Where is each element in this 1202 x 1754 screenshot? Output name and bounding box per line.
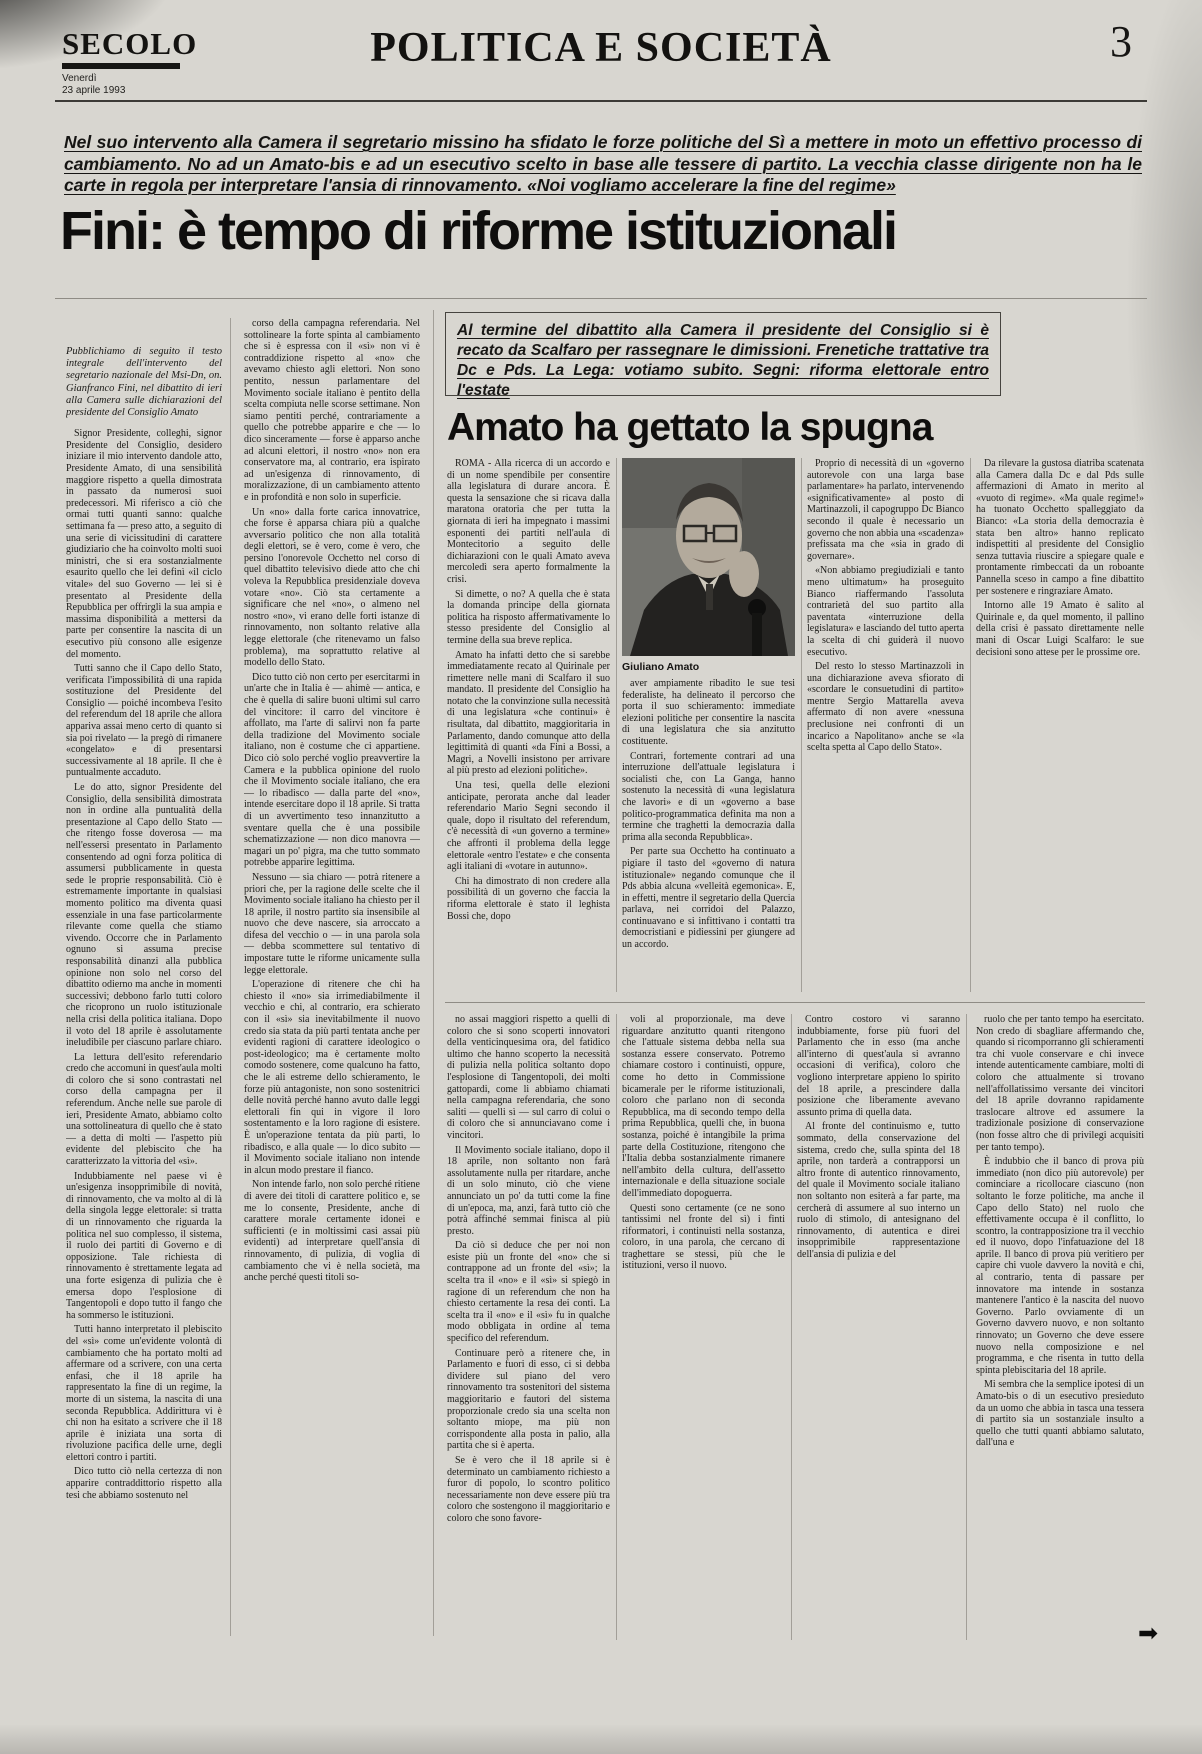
body-paragraph: Amato ha infatti detto che si sarebbe immediatamente recato al Quirinale per rimettere nelle mani di Scalfaro il suo mandato. Il presidente del Consiglio ha notato che la convinzione sulla necessità di una legislatura «che continui» è risultata, dal dibattito, maggioritaria in Parlamento, dando comunque atto della legittimità di quanti «da Fini a Bossi, a Magri, a Novelli insistono per arrivare al più presto ad elezioni politiche». — [447, 649, 610, 777]
headline-divider-rule — [55, 298, 1147, 299]
column-rule — [791, 1014, 792, 1640]
body-paragraph: Contro costoro vi saranno indubbiamente, forse più fuori del Parlamento che in esso (ma anche all'interno di quest'aula si avranno occasioni di verifica), coloro che vogliono interpretare appieno lo spirito del 18 aprile, a prescindere dalla posizione che liberamente avevano assunto prima di quella data. — [797, 1014, 960, 1118]
fini-article-column-1-text — [66, 428, 222, 1501]
body-paragraph: Tutti sanno che il Capo dello Stato, verificata l'impossibilità di una rapida sostituzione del Presidente del Consiglio — poiché incombeva l'esito del referendum del 18 aprile che allora appariva assai meno certo di quanto si sia poi rivelato — la pregò di rimanere «congelato» e di presentarsi successivamente al 18 aprile. Il che è puntualmente accaduto. — [66, 663, 222, 779]
body-paragraph: Chi ha dimostrato di non credere alla possibilità di un governo che faccia la riforma elettorale è stato il leghista Bossi che, dopo — [447, 875, 610, 922]
body-paragraph: Non intende farlo, non solo perché ritiene di avere dei titoli di carattere politico e, se me lo consente, Presidente, anche di carattere morale certamente idonei e sufficienti (e in moltissimi casi assai più evidenti) ad interpretare quell'ansia di rinnovamento, di pulizia, di voglia di cambiamento che vi è nella società, ma anche perché questi titoli so- — [244, 1179, 420, 1284]
amato-article-column-4 — [976, 458, 1144, 992]
amato-article-column-3 — [807, 458, 964, 992]
section-divider-rule — [433, 310, 434, 1636]
issue-date-full: 23 aprile 1993 — [62, 85, 126, 96]
body-paragraph: Se è vero che il 18 aprile si è determinato un cambiamento richiesto a furor di popolo, lo scontro politico necessariamente non deve essere più tra coloro che sostengono il maggioritario e coloro che sono favore- — [447, 1454, 610, 1524]
body-paragraph: Le do atto, signor Presidente del Consiglio, della sensibilità dimostrata non in ordine alla puntualità della presentazione al Capo dello Stato — che ritengo fosse doverosa — ma nell'essersi presentato in Parlamento consentendo ad ogni forza politica di assumersi pubblicamente in questa sede le proprie responsabilità. Ciò è estremamente importante in qualsiasi momento politico ma diventa quasi essenziale in una fase particolarmente rilevante come quella che stiamo vivendo. Occorre che in Parlamento ognuno si assuma precise responsabilità dinanzi alla pubblica opinione non solo nel corso del dibattito odierno ma anche in momenti successivi; debbono farlo tutti coloro che ricoprono un ruolo istituzionale nella crisi della politica italiana. Dopo il voto del 18 aprile è assolutamente ineludibile per ciascuno parlare chiaro. — [66, 782, 222, 1049]
amato-article-column-3-text — [807, 458, 964, 754]
fini-article-column-2 — [244, 318, 420, 1636]
body-paragraph: Dico tutto ciò nella certezza di non apparire contraddittorio rispetto alla tesi che abbiamo sostenuto nel — [66, 1466, 222, 1501]
body-paragraph: aver ampiamente ribadito le sue tesi federaliste, ha delineato il percorso che porta il suo schieramento: immediate elezioni politiche per consentire la nascita di una legislatura che sia anzitutto costituente. — [622, 678, 795, 747]
fini-article-column-2-text — [244, 318, 420, 1284]
body-paragraph: Mi sembra che la semplice ipotesi di un Amato-bis o di un esecutivo presieduto da un uomo che abbia in tasca una tessera di partito sia un sostanziale insulto a quello che tutti quanti abbiamo salutato, dall'una e — [976, 1379, 1144, 1449]
body-paragraph: Nessuno — sia chiaro — potrà ritenere a priori che, per la ragione delle scelte che il Movimento sociale italiano ha chiesto per il 18 aprile, il nostro partito sia insensibile al nuovo che deve nascere, sia arroccato a difesa del vecchio o — in una parola sola — debba scommettere sul tentativo di impostare tutte le riforme unicamente sulla legge elettorale. — [244, 871, 420, 976]
amato-article-column-1-text — [447, 458, 610, 922]
column-rule — [616, 1014, 617, 1640]
body-paragraph: «Non abbiamo pregiudiziali e tanto meno ultimatum» ha proseguito Bianco riaffermando l'assoluta contrarietà del suo partito alla paventata «interruzione della legislatura» e lasciando del tutto aperta la scelta di chi guiderà il nuovo esecutivo. — [807, 565, 964, 658]
body-paragraph: Per parte sua Occhetto ha continuato a pigiare il tasto del «governo di natura istituzionale» negando comunque che il Pds abbia alcuna «velleità egemonica». E, in effetti, mentre il segretario della Quercia parlava, nei corridoi del Palazzo, continuavano e si infittivano i contatti tra democristiani e pidiessini per giungere ad un accordo. — [622, 846, 795, 951]
body-paragraph: corso della campagna referendaria. Nel sottolineare la forte spinta al cambiamento che si è espressa con il «sì» non vi è contraddizione rispetto al «no» che avevamo chiesto agli elettori. Non sono pentito, nessun parlamentare del Movimento sociale italiano è pentito della scelta compiuta nelle scorse settimane. Non siamo pentiti perché, contrariamente a quello che potrebbe apparire e che — lo dico sinceramente — forse è apparso anche ad alcuni elettori, il nostro «no» non era conservatore ma, al contrario, era ispirato ad un'esigenza di rinnovamento, di moralizzazione, di un cambiamento attento e in profondità e non solo in superficie. — [244, 318, 420, 503]
masthead — [62, 26, 197, 97]
body-paragraph: Il Movimento sociale italiano, dopo il 18 aprile, non soltanto non farà assolutamente nulla per ritardare, anche di un solo minuto, ciò che viene annunciato un po' da tutti come la fine di un'epoca, ma, anzi, farà tutto ciò che potrà affinché semmai finisca al più presto. — [447, 1144, 610, 1237]
body-paragraph: voli al proporzionale, ma deve riguardare anzitutto quanti ritengono che l'attuale sistema debba nella sua sostanza essere conservato. Potremo chiamare costoro i continuisti, oppure, come ho detto in Commissione bicamerale per le riforme istituzionali, coloro che parlano non di seconda Repubblica, ma di secondo tempo della prima Repubblica, quelli che, in buona sostanza, poiché è intangibile la prima parte della Costituzione, ritengono che l'Italia debba sostanzialmente rimanere nell'ambito della cultura, dell'assetto internazionale e della situazione sociale dell'immediato dopoguerra. — [622, 1014, 785, 1199]
body-paragraph: Del resto lo stesso Martinazzoli in una dichiarazione aveva sfiorato di «scordare le consuetudini di partito» mentre Sergio Mattarella aveva affermato di non avere «nessuna preclusione nei confronti di un incarico a Napolitano» anche se «la scelta spetta al Capo dello Stato». — [807, 661, 964, 754]
amato-article-column-4-text — [976, 458, 1144, 658]
body-paragraph: ruolo che per tanto tempo ha esercitato. Non credo di sbagliare affermando che, quando si ricomporranno gli schieramenti tra chi vuole conservare e chi invece intende autenticamente cambiare, molti di coloro che attualmente si trovano nell'affollatissimo versante dei vincitori del 18 aprile dovranno rapidamente traslocare altrove ed assumere la tradizionale posizione di conservazione (non fosse altro che di privilegi acquisiti per tanto tempo). — [976, 1014, 1144, 1153]
column-rule — [230, 318, 231, 1636]
giuliano-amato-photo-image — [622, 458, 795, 656]
header-rule — [55, 100, 1147, 102]
amato-article-column-2 — [622, 678, 795, 992]
body-paragraph: La lettura dell'esito referendario credo che accomuni in quest'aula molti di coloro che si sono contrastati nel corso della campagna per il referendum. Anche nelle sue parole di ieri, Presidente Amato, abbiamo colto una sottolineatura di quello che è stato — a detta di molti — l'aspetto più evidente del plebiscito che ha caratterizzato la vittoria del «sì». — [66, 1051, 222, 1168]
body-paragraph: Contrari, fortemente contrari ad una interruzione dell'attuale legislatura i socialisti che, con La Ganga, hanno sostenuto la necessità di «una legislatura che lavori» e di un «governo a base politico-programmatica definita ma non a termine che traghetti la democrazia dalla prima alla seconda Repubblica». — [622, 750, 795, 843]
body-paragraph: Un «no» dalla forte carica innovatrice, che forse è apparsa chiara più a qualche avversario politico che non alla totalità degli elettori, se è vero, come è vero, che persino l'onorevole Occhetto nel corso di quel dibattito televisivo diede atto che chi voleva la Repubblica presidenziale doveva votare «no». Ciò sta certamente a significare che nel «no», o almeno nel nostro «no», vi erano delle forti istanze di rinnovamento, non soltanto relative alla legge elettorale (che ritenevamo un falso problema), ma soprattutto relative al modello dello Stato. — [244, 506, 420, 669]
article-divider-rule — [445, 1002, 1145, 1003]
amato-article-column-2-text — [622, 678, 795, 951]
fini-article-column-3 — [447, 1014, 610, 1640]
body-paragraph: Dico tutto ciò non certo per esercitarmi in un'arte che in Italia è — ahimè — antica, e che è quella di salire buoni ultimi sul carro del vincitore: il carro del vincitore è affollato, ma l'arte di salirvi non fa parte della tradizione del Movimento sociale italiano, non è costume che ci appartiene. Dico ciò solo perché voglio preavvertire la Camera e la pubblica opinione del ruolo che il Movimento sociale italiano, che era — lo ribadisco — dalla parte del «no», intende esercitare dopo il 18 aprile. Si tratta di un avvertimento teso innanzitutto a sventare quella che è una possibile schematizzazione — non dico manovra — magari un po' pigra, ma che tutto sommato potrebbe apparire legittima. — [244, 671, 420, 869]
issue-date-weekday: Venerdì — [62, 73, 97, 84]
body-paragraph: Intorno alle 19 Amato è salito al Quirinale e, da quel momento, il pallino della crisi è passato direttamente nelle mani di Oscar Luigi Scalfaro: le sue decisioni sono attese per le prossime ore. — [976, 600, 1144, 658]
body-paragraph: Tutti hanno interpretato il plebiscito del «sì» come un'evidente volontà di cambiamento che ha portato molti ad affermare od a scrivere, con una certa enfasi, che il 18 aprile ha rappresentato la fine di un regime, la morte di un sistema, la nascita di una seconda Repubblica. Addirittura vi è chi non ha esitato a scrivere che il 18 aprile è iniziata una sorta di rivoluzione pacifica delle urne, degli elettori contro i partiti. — [66, 1324, 222, 1463]
amato-article-headline: Amato ha gettato la spugna — [447, 406, 933, 449]
standfirst: Nel suo intervento alla Camera il segretario missino ha sfidato le forze politiche del Sì a mettere in moto un effettivo processo di cambiamento. No ad un Amato-bis e ad un esecutivo scelto in base alle tessere di partito. La vecchia classe dirigente non ha le carte in regola per interpretare l'ansia di rinnovamento. «Noi vogliamo accelerare la fine del regime» — [64, 132, 1142, 195]
fini-article-column-4-text — [622, 1014, 785, 1272]
continuation-arrow-icon: ➡ — [1138, 1621, 1159, 1647]
giuliano-amato-photo — [622, 458, 795, 656]
body-paragraph: Al fronte del continuismo e, tutto sommato, della conservazione del sistema, credo che, sulla spinta del 18 aprile, non tarderà a contrapporsi un altro fronte di autentico rinnovamento, del quale il Movimento sociale italiano non soltanto non esiterà a far parte, ma cercherà di assumere al suo interno un ruolo di stimolo, di antesignano del rinnovamento, di autentica e direi insopprimibile rappresentazione dell'ansia di pulizia e del — [797, 1121, 960, 1260]
issue-date — [62, 73, 197, 97]
body-paragraph: ROMA - Alla ricerca di un accordo e di un nome spendibile per consentire alla legislatura di durare ancora. È questa la sensazione che si ricava dalla maratona oratoria che per tutta la giornata di ieri ha impegnato i massimi esponenti dei partiti nell'aula di Montecitorio a seguito delle dichiarazioni con le quali Amato aveva mercoledì sera aperto formalmente la crisi. — [447, 458, 610, 585]
fini-article-column-6 — [976, 1014, 1144, 1640]
column-rule — [966, 1014, 967, 1640]
amato-article-kicker: Al termine del dibattito alla Camera il presidente del Consiglio si è recato da Scalfaro per rassegnare le dimissioni. Frenetiche trattative tra Dc e Pds. La Lega: votiamo subito. Segni: riforma elettorale entro l'estate — [445, 312, 1001, 396]
column-rule — [801, 458, 802, 992]
fini-article-column-5 — [797, 1014, 960, 1640]
fini-article-column-3-text — [447, 1014, 610, 1525]
body-paragraph: Da rilevare la gustosa diatriba scatenata alla Camera dalla Dc e dal Pds sulle affermazioni di Amato in merito al «vuoto di regime». «Ma quale regime!» ha tuonato Occhetto spalleggiato da Bianco: «La storia della democrazia è stata ben altro» hanno replicato indispettiti al presidente del Consiglio senza tuttavia riuscire a spiegare quale e prontamente rimbeccati da un roboante Pannella sceso in campo a fine dibattito per sostenere e ringraziare Amato. — [976, 458, 1144, 597]
body-paragraph: Signor Presidente, colleghi, signor Presidente del Consiglio, desidero iniziare il mio intervento dandole atto, Presidente Amato, di una sensibilità maggiore rispetto a quella dimostrata in passato da numerosi suoi predecessori. Mi riferisco a ciò che ormai tutti quanti sanno: qualche settimana fa — preso atto, a seguito di una serie di vicissitudini di carattere giudiziario che ha coinvolto molti suoi ministri, che si era sostanzialmente esaurito quello che lei definì «il ciclo vitale» del suo Governo — lei si è presentato al Presidente della Repubblica per offrirgli la sua ampia e massima disponibilità a mettersi da parte per consentire la nascita di un esecutivo più consono alle esigenze del momento. — [66, 428, 222, 660]
body-paragraph: È indubbio che il banco di prova più immediato (non dico più autorevole) per cominciare a ricollocare ciascuno (non soltanto le forze politiche, ma anche il Capo dello Stato) nel ruolo che effettivamente occupa è il conflitto, lo scontro, la contrapposizione tra il vecchio ed il nuovo, dopo l'infatuazione del 18 aprile. Il banco di prova più veritiero per capire chi vuole davvero la novità e chi, al contrario, tenta di passare per innovatore ma intende in sostanza mantenere l'antico è la nascita del nuovo Governo. Parlo ovviamente di un Governo davvero nuovo, e non soltanto rinnovato; un Governo che deve essere nuovo nella composizione e nel programma, e che risenta in tutto della spinta plebiscitaria del 18 aprile. — [976, 1156, 1144, 1376]
amato-article-column-1 — [447, 458, 610, 992]
page-number: 3 — [1110, 17, 1132, 66]
body-paragraph: Da ciò si deduce che per noi non esiste più un fronte del «no» che si contrappone ad un fronte del «sì»; la scelta tra il «no» e il «sì» si spiegò in ragione di un referendum che non ha chiesto certamente la resa dei conti. La scelta tra il «no» e il «sì» fu in qualche modo obbligata in ordine al tema specifico del referendum. — [447, 1240, 610, 1345]
fini-article-column-6-text — [976, 1014, 1144, 1449]
fini-article-column-4 — [622, 1014, 785, 1640]
column-rule — [616, 458, 617, 992]
fini-article-editorial-intro: Pubblichiamo di seguito il testo integrale dell'intervento del segretario nazionale del Msi-Dn, on. Gianfranco Fini, nel dibattito di ieri alla Camera sulle dichiarazioni del presidente del Consiglio Amato — [66, 346, 222, 419]
masthead-logo: SECOLO — [62, 26, 198, 61]
masthead-bar — [62, 63, 180, 69]
body-paragraph: no assai maggiori rispetto a quelli di coloro che si sono scoperti innovatori della venticinquesima ora, del fatidico ultimo che hanno scoperto la necessità di pulizia nella politica soltanto dopo l'esplosione di Tangentopoli, dei molti gattopardi, come li abbiamo chiamati nella campagna referendaria, che sono saliti — quelli sì — sul carro di colui o di coloro che si annunciavano come i vincitori. — [447, 1014, 610, 1141]
section-title: POLITICA E SOCIETÀ — [370, 25, 832, 71]
fini-article-column-5-text — [797, 1014, 960, 1260]
body-paragraph: L'operazione di ritenere che chi ha chiesto il «no» sia irrimediabilmente il vecchio e chi, al contrario, era schierato con il «sì» sia inevitabilmente il nuovo credo sia stata da più parti tentata anche per evidenti ragioni di carattere ideologico o post-ideologico; ma è certamente molto comodo sostenere, come qualcuno ha fatto, che le ali estreme dello schieramento, le forze più antagoniste, non sono sostenitrici delle novità perché hanno avuto dalle leggi elettorali fin qui in vigore il loro sostentamento e la loro ragione di esistere. È un'operazione tentata da più parti, lo ribadisco, e alla quale — lo dico subito — il Movimento sociale italiano non intende in alcun modo prestare il fianco. — [244, 979, 420, 1176]
column-rule — [970, 458, 971, 992]
photo-caption: Giuliano Amato — [622, 661, 700, 673]
fini-article-column-1 — [66, 346, 222, 1636]
body-paragraph: Continuare però a ritenere che, in Parlamento e fuori di esso, ci si debba dividere sul piano del vero rinnovamento tra sostenitori del sistema maggioritario e fautori del sistema proporzionale credo sia una scelta non soltanto miope, ma più non corrispondente alla posta in palio, alla partita che si è aperta. — [447, 1347, 610, 1452]
body-paragraph: Indubbiamente nel paese vi è un'esigenza insopprimibile di novità, di rinnovamento, che va molto al di là della singola legge elettorale: si tratta di un rinnovamento che riguarda la politica nel suo complesso, il sistema, il ruolo dei partiti di Governo e di opposizione. Tale richiesta di rinnovamento è strettamente legata ad una forte esigenza di pulizia che è emersa dopo l'esplosione di Tangentopoli e dopo tutto il fango che ha sommerso le istituzioni. — [66, 1170, 222, 1321]
body-paragraph: Una tesi, quella delle elezioni anticipate, perorata anche dal leader referendario Mario Segni secondo il quale, dopo il risultato del referendum, c'è necessità di «un governo a termine» che affronti il problema della legge elettorale «entro l'estate» e che consenta agli italiani di «votare in autunno». — [447, 780, 610, 873]
body-paragraph: Questi sono certamente (ce ne sono tantissimi nel fronte del sì) i finti riformatori, i continuisti nella sostanza, coloro, in una parola, che cercano di traghettare se stessi, più che le istituzioni, verso il nuovo. — [622, 1202, 785, 1272]
body-paragraph: Si dimette, o no? A quella che è stata la domanda principe della giornata politica ha risposto affermativamente lo stesso presidente del Consiglio al termine della sua breve replica. — [447, 588, 610, 646]
main-headline: Fini: è tempo di riforme istituzionali — [60, 201, 897, 261]
body-paragraph: Proprio di necessità di un «governo autorevole con una larga base parlamentare» ha parlato, intervenendo «significativamente» al posto di Martinazzoli, il capogruppo Dc Bianco secondo il quale è necessario un governo che non abbia una «scadenza» prefissata ma che «sia in grado di governare». — [807, 458, 964, 562]
